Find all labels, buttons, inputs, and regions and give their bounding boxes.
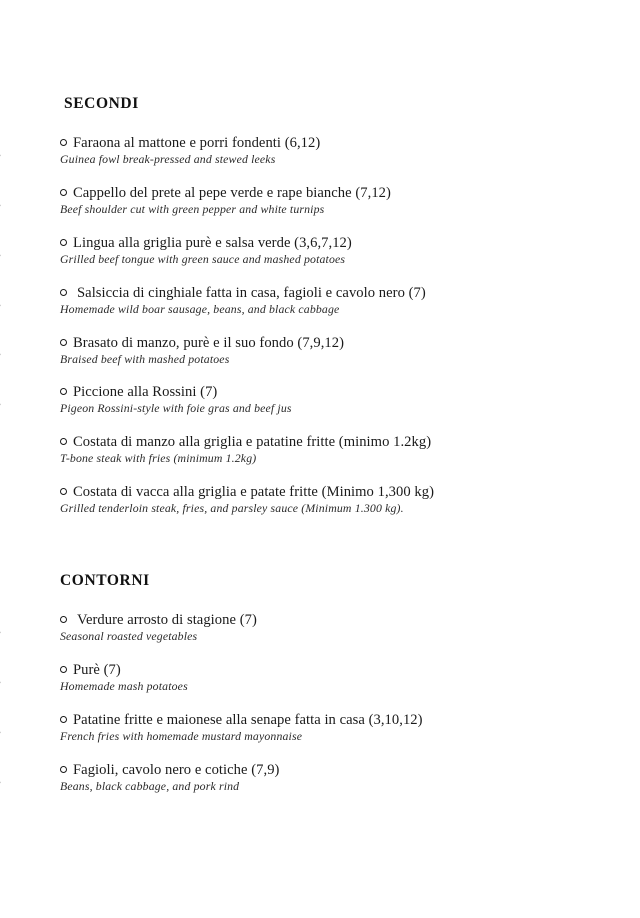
menu-item-list-secondi	[0, 134, 640, 517]
menu-item-name-row	[60, 334, 580, 352]
menu-item-name-row	[60, 483, 580, 501]
menu-item	[0, 711, 640, 745]
menu-item-name: Piccione alla Rossini (7)	[73, 384, 218, 401]
menu-item	[0, 483, 640, 517]
menu-section-contorni	[0, 530, 640, 795]
menu-item-name-row	[60, 711, 580, 729]
menu-item	[0, 661, 640, 695]
menu-item-name-row	[60, 761, 580, 779]
menu-item-name-row	[60, 661, 580, 679]
menu-page	[0, 13, 640, 918]
menu-item	[0, 184, 640, 218]
circle-bullet-icon	[60, 189, 67, 196]
menu-item	[0, 433, 640, 467]
menu-item	[0, 234, 640, 268]
menu-item-description: French fries with homemade mustard mayonnaise	[60, 728, 303, 743]
menu-item-name: Lingua alla griglia purè e salsa verde (3,6,7,12)	[73, 234, 352, 251]
menu-item-name: Faraona al mattone e porri fondenti (6,12)	[73, 134, 321, 151]
circle-bullet-icon	[60, 239, 67, 246]
menu-item-list-contorni	[0, 611, 640, 795]
menu-item-name-row	[60, 234, 580, 252]
circle-bullet-icon	[60, 438, 67, 445]
menu-item-name-row	[60, 433, 580, 451]
menu-item-name: Brasato di manzo, purè e il suo fondo (7,9,12)	[73, 334, 345, 351]
menu-item	[0, 284, 640, 318]
menu-item-description: Grilled beef tongue with green sauce and mashed potatoes	[60, 251, 346, 266]
menu-item-name: Purè (7)	[73, 662, 121, 679]
section-heading-secondi: SECONDI	[64, 94, 139, 112]
menu-item-description: Pigeon Rossini-style with foie gras and beef jus	[60, 401, 292, 416]
menu-item-description: Beans, black cabbage, and pork rind	[60, 778, 240, 793]
circle-bullet-icon	[60, 616, 67, 623]
menu-item	[0, 334, 640, 368]
circle-bullet-icon	[60, 716, 67, 723]
circle-bullet-icon	[60, 339, 67, 346]
menu-item	[0, 134, 640, 168]
menu-item-description: Grilled tenderloin steak, fries, and parsley sauce (Minimum 1.300 kg).	[60, 501, 404, 516]
menu-item-description: T-bone steak with fries (minimum 1.2kg)	[60, 451, 257, 466]
menu-item-name: Costata di vacca alla griglia e patate fritte (Minimo 1,300 kg)	[73, 484, 434, 501]
menu-item-description: Seasonal roasted vegetables	[60, 629, 198, 644]
menu-item-name-row	[60, 184, 580, 202]
menu-item-name-row	[60, 284, 580, 302]
menu-item-description: Guinea fowl break-pressed and stewed leeks	[60, 151, 276, 166]
circle-bullet-icon	[60, 139, 67, 146]
circle-bullet-icon	[60, 388, 67, 395]
menu-item-description: Homemade mash potatoes	[60, 679, 188, 694]
circle-bullet-icon	[60, 766, 67, 773]
menu-item-name: Costata di manzo alla griglia e patatine fritte (minimo 1.2kg)	[73, 434, 432, 451]
menu-item-name: Patatine fritte e maionese alla senape fatta in casa (3,10,12)	[73, 711, 423, 728]
menu-item	[0, 761, 640, 795]
section-heading-contorni: CONTORNI	[60, 572, 150, 590]
menu-item	[0, 611, 640, 645]
menu-item-name: Cappello del prete al pepe verde e rape bianche (7,12)	[73, 184, 391, 201]
menu-item-name-row	[60, 383, 580, 401]
menu-item-description: Homemade wild boar sausage, beans, and black cabbage	[60, 301, 340, 316]
menu-item-name-row	[60, 134, 580, 152]
menu-item-description: Braised beef with mashed potatoes	[60, 351, 230, 366]
circle-bullet-icon	[60, 289, 67, 296]
circle-bullet-icon	[60, 488, 67, 495]
menu-item-name-row	[60, 611, 580, 629]
circle-bullet-icon	[60, 666, 67, 673]
menu-item-name: Salsiccia di cinghiale fatta in casa, fagioli e cavolo nero (7)	[77, 284, 426, 301]
menu-item	[0, 383, 640, 417]
menu-item-description: Beef shoulder cut with green pepper and white turnips	[60, 201, 325, 216]
menu-item-name: Fagioli, cavolo nero e cotiche (7,9)	[73, 761, 280, 778]
menu-section-secondi	[0, 13, 640, 517]
menu-item-name: Verdure arrosto di stagione (7)	[77, 612, 257, 629]
